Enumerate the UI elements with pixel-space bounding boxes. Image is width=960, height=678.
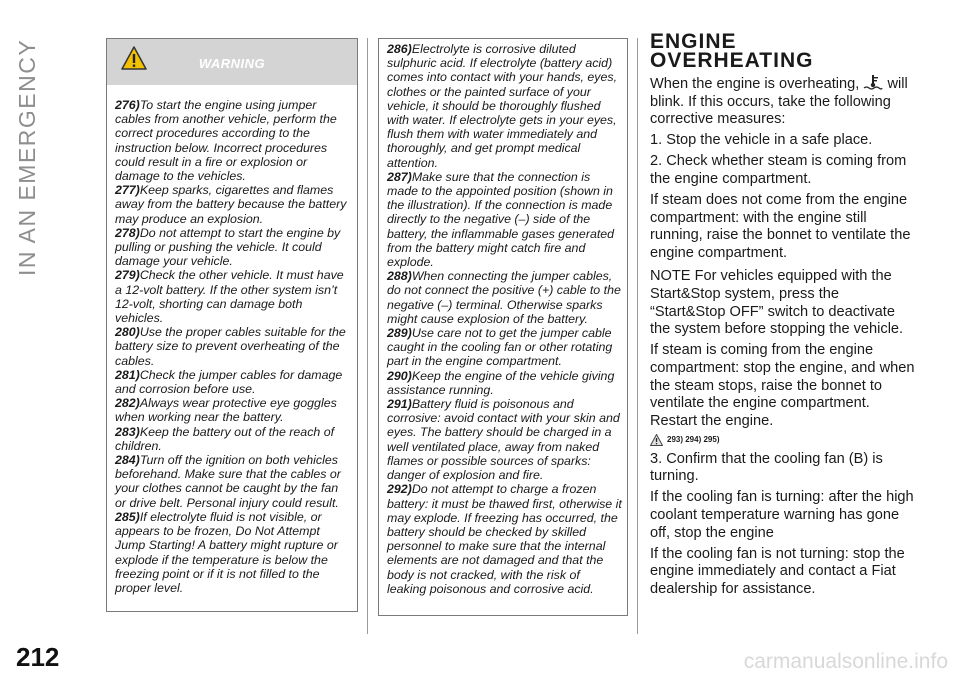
warning-references bbox=[650, 434, 918, 446]
warning-item bbox=[115, 226, 352, 269]
warning-item-number: 285) bbox=[115, 509, 140, 524]
warning-item-number: 288) bbox=[387, 269, 412, 284]
warning-item-number: 279) bbox=[115, 268, 140, 283]
warning-item-text: Make sure that the connection is made to the appointed position (shown in the illustration). If the connection is made directly to the negative (–) side of the battery, the inflammable gases generated from the battery might catch fire and explode. bbox=[387, 169, 615, 270]
warning-item-number: 283) bbox=[115, 424, 140, 439]
coolant-temperature-icon bbox=[863, 74, 883, 90]
warning-item-number: 291) bbox=[387, 397, 412, 412]
engine-overheating-body bbox=[650, 74, 918, 602]
warning-item-text: Check the jumper cables for damage and corrosion before use. bbox=[115, 367, 343, 397]
warning-item-number: 292) bbox=[387, 482, 412, 497]
warning-item-text: Do not attempt to charge a frozen battery: it must be thawed first, otherwise it may explode. If freezing has occurred, the battery should be checked by skilled personnel to make sure that the internal elements are not damaged and that the body is not cracked, with the risk of leaking poisonous and corrosive acid. bbox=[387, 482, 622, 596]
step-2: 2. Check whether steam is coming from the engine compartment. bbox=[650, 153, 907, 187]
warning-item bbox=[115, 453, 352, 510]
warning-item bbox=[387, 397, 622, 482]
warning-item bbox=[115, 425, 352, 453]
warning-box-left bbox=[106, 38, 358, 612]
warning-item-text: Do not attempt to start the engine by pulling or pushing the vehicle. It could damage your vehicle. bbox=[115, 225, 341, 269]
intro-text: will blink. If this occurs, take the following corrective measures: bbox=[650, 76, 908, 128]
intro-text: When the engine is overheating, bbox=[650, 76, 860, 92]
section-title-line: OVERHEATING bbox=[650, 49, 814, 72]
warning-item-number: 278) bbox=[115, 225, 140, 240]
warning-item-text: Keep the engine of the vehicle giving assistance running. bbox=[387, 368, 615, 397]
warning-item-text: Keep sparks, cigarettes and flames away from the battery because the battery may produce an explosion. bbox=[115, 183, 347, 226]
warning-item-text: Check the other vehicle. It must have a 12-volt battery. If the other system isn’t 12-volt, shorting can damage both vehicles. bbox=[115, 268, 344, 326]
column-divider bbox=[637, 38, 638, 634]
start-stop-note: NOTE For vehicles equipped with the Start&Stop system, press the “Start&Stop OFF” switch to deactivate the system before stopping the vehicle. bbox=[650, 268, 904, 338]
warning-item bbox=[115, 325, 352, 368]
warning-box-right bbox=[378, 38, 628, 616]
warning-item bbox=[387, 269, 622, 326]
warning-item bbox=[115, 396, 352, 424]
warning-item bbox=[387, 170, 622, 269]
warning-item bbox=[115, 268, 352, 325]
warning-item-text: Use the proper cables suitable for the battery size to prevent overheating of the cables. bbox=[115, 325, 346, 368]
step-1: 1. Stop the vehicle in a safe place. bbox=[650, 132, 873, 149]
step-3: 3. Confirm that the cooling fan (B) is turning. bbox=[650, 450, 883, 485]
section-title bbox=[650, 32, 813, 70]
warning-item-text: Turn off the ignition on both vehicles beforehand. Make sure that the cables or your clothes cannot be caught by the fan or drive belt. Personal injury could result. bbox=[115, 453, 341, 510]
warning-item bbox=[387, 326, 622, 369]
fan-turning-paragraph: If the cooling fan is turning: after the high coolant temperature warning has gone off, stop the engine bbox=[650, 489, 914, 541]
warning-item-number: 289) bbox=[387, 326, 412, 341]
warning-item-number: 281) bbox=[115, 367, 140, 382]
watermark: carmanualsonline.info bbox=[743, 650, 948, 673]
warning-item-number: 282) bbox=[115, 396, 140, 411]
warning-title: WARNING bbox=[198, 56, 266, 71]
warning-item bbox=[387, 42, 622, 170]
steam-paragraph: If steam is coming from the engine compartment: stop the engine, and when the steam stops, raise the bonnet to ventilate the engine compartment. Restart the engine. bbox=[650, 342, 915, 429]
warning-item-text: Battery fluid is poisonous and corrosive: avoid contact with your skin and eyes. The battery should be charged in a well ventilated place, away from naked flames or possible sources of sparks: danger of explosion and fire. bbox=[387, 397, 620, 483]
warning-item-number: 290) bbox=[387, 368, 412, 383]
section-side-label: IN AN EMERGENCY bbox=[14, 38, 40, 276]
warning-item-number: 287) bbox=[387, 169, 412, 184]
warning-item-number: 277) bbox=[115, 183, 140, 198]
warning-item-text: If electrolyte fluid is not visible, or appears to be frozen, Do Not Attempt Jump Starting! A battery might rupture or explode if the temperature is below the freezing point or if it is not filled to the proper level. bbox=[115, 509, 338, 595]
warning-triangle-icon bbox=[650, 434, 663, 446]
warning-item bbox=[115, 510, 352, 595]
warning-item-number: 284) bbox=[115, 453, 140, 468]
warning-item bbox=[115, 98, 352, 183]
no-steam-paragraph: If steam does not come from the engine compartment: with the engine still running, raise the bonnet to ventilate the engine compartment. bbox=[650, 192, 911, 261]
fan-not-turning-paragraph: If the cooling fan is not turning: stop the engine immediately and contact a Fiat dealership for assistance. bbox=[650, 545, 905, 597]
warning-item-number: 286) bbox=[387, 42, 412, 56]
warning-item-number: 280) bbox=[115, 325, 140, 340]
warning-item bbox=[387, 482, 622, 596]
page-number: 212 bbox=[16, 642, 60, 672]
warning-list bbox=[379, 39, 627, 596]
warning-header bbox=[107, 39, 357, 85]
warning-item-text: Use care not to get the jumper cable caught in the cooling fan or other rotating part in the engine compartment. bbox=[387, 326, 613, 369]
column-divider bbox=[367, 38, 368, 634]
warning-item-text: Always wear protective eye goggles when working near the battery. bbox=[115, 396, 337, 425]
warning-item-number: 276) bbox=[115, 98, 140, 112]
warning-item bbox=[387, 369, 622, 397]
warning-item-text: Electrolyte is corrosive diluted sulphuric acid. If electrolyte (battery acid) comes into contact with your hands, eyes, clothes or the painted surface of your vehicle, it should be thoroughly flushed with water. If electrolyte gets in your eyes, flush them with water immediately and thoroughly, and get prompt medical attention. bbox=[387, 42, 618, 170]
warning-item-text: To start the engine using jumper cables from another vehicle, perform the correct procedures according to the instruction below. Incorrect procedures could result in a fire or explosion or damage to the vehicles. bbox=[115, 98, 337, 184]
warning-list bbox=[107, 85, 357, 595]
warning-item-text: When connecting the jumper cables, do not connect the positive (+) cable to the negative (–) terminal. Otherwise sparks might cause explosion of the battery. bbox=[387, 269, 621, 326]
section-title-line: ENGINE bbox=[650, 30, 737, 53]
intro-paragraph bbox=[650, 74, 918, 129]
warning-item bbox=[115, 183, 352, 226]
warning-reference-numbers: 293) 294) 295) bbox=[667, 435, 720, 445]
warning-item bbox=[115, 368, 352, 396]
warning-item-text: Keep the battery out of the reach of children. bbox=[115, 424, 335, 453]
